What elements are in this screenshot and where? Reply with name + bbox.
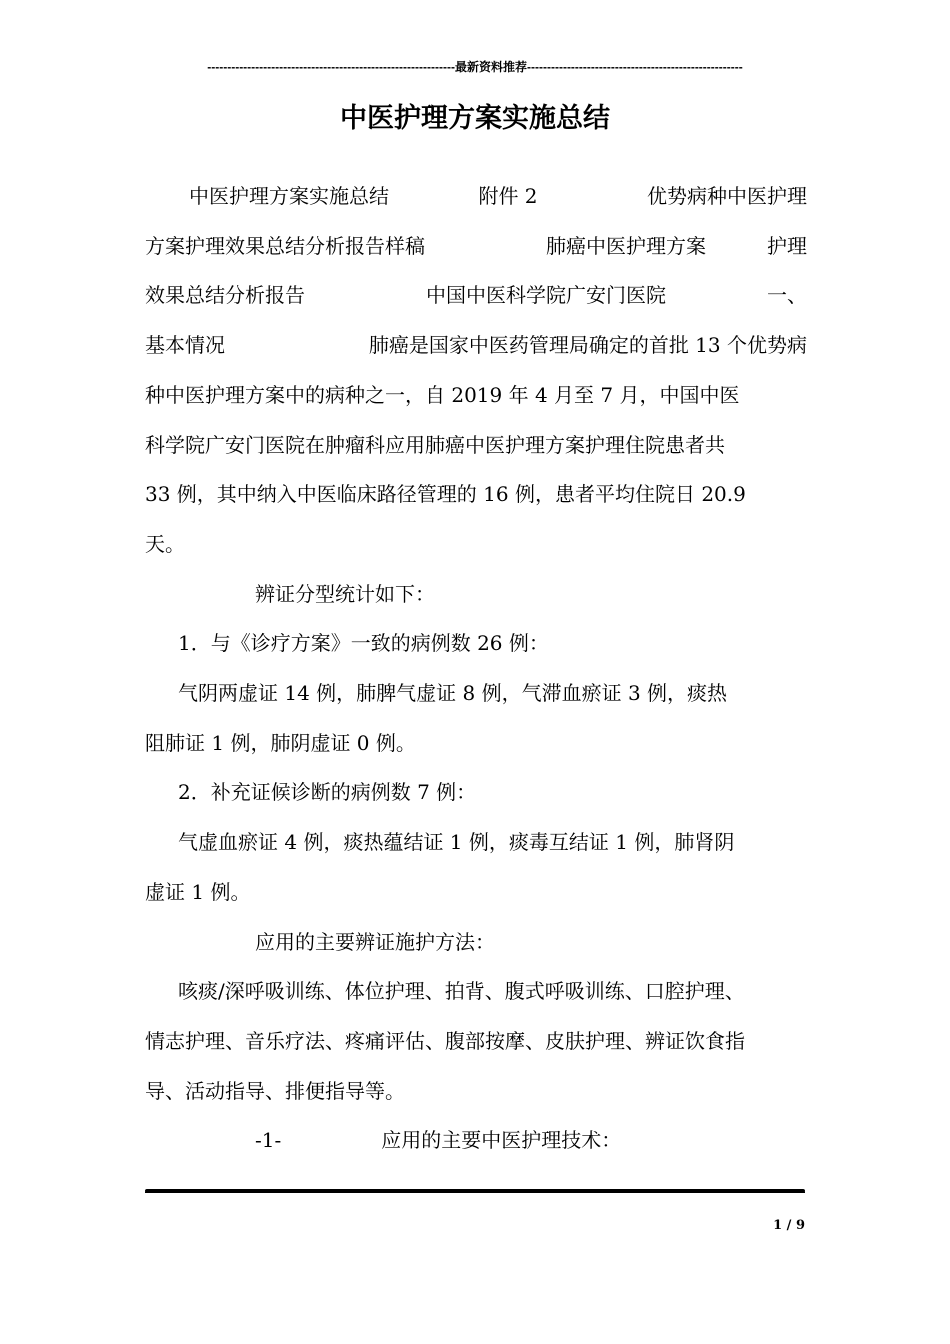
text-segment: 基本情况 [145,333,225,358]
text-segment: 中国中医科学院广安门医院 [426,283,666,308]
body-line: 33 例，其中纳入中医临床路径管理的 16 例，患者平均住院日 20.9 [145,482,746,507]
text-segment: 一、 [767,283,807,308]
footer-divider-thin [145,1192,805,1193]
body-line: 气阴两虚证 14 例，肺脾气虚证 8 例，气滞血瘀证 3 例，痰热 [178,681,728,706]
body-line [145,172,807,222]
page-number: 1 / 9 [773,1218,805,1233]
page-marker: -1- [255,1128,282,1153]
body-line: 气虚血瘀证 4 例，痰热蕴结证 1 例，痰毒互结证 1 例，肺肾阴 [178,830,735,855]
body-line: 咳痰/深呼吸训练、体位护理、拍背、腹式呼吸训练、口腔护理、 [178,979,745,1004]
text-segment: 肺癌是国家中医药管理局确定的首批 13 个优势病 [368,333,807,358]
body-line [145,271,807,321]
text-segment: 肺癌中医护理方案 [546,233,706,258]
header-banner: --------------------------------------------------------------最新资料推荐------------------------------------------------------ [207,60,743,74]
body-line: 辨证分型统计如下： [255,581,435,606]
body-line: 科学院广安门医院在肿瘤科应用肺癌中医护理方案护理住院患者共 [145,432,725,457]
document-title: 中医护理方案实施总结 [340,103,610,134]
body-line [145,321,807,371]
body-line: 种中医护理方案中的病种之一，自 2019 年 4 月至 7 月，中国中医 [145,382,740,407]
text-segment: 应用的主要中医护理技术： [381,1128,622,1153]
body-line: 阻肺证 1 例，肺阴虚证 0 例。 [145,730,416,755]
body-line: 导、活动指导、排便指导等。 [145,1078,405,1103]
body-line [145,1116,807,1166]
text-segment: 方案护理效果总结分析报告样稿 [145,233,425,258]
body-line: 虚证 1 例。 [145,879,251,904]
body-line: 情志护理、音乐疗法、疼痛评估、腹部按摩、皮肤护理、辨证饮食指 [145,1028,745,1053]
body-line: 天。 [145,531,185,556]
text-segment: 效果总结分析报告 [145,283,305,308]
text-segment: 附件 2 [478,184,538,208]
text-segment: 护理 [767,233,807,258]
body-line: 2．补充证候诊断的病例数 7 例： [178,780,477,805]
document-body [145,172,807,1166]
body-line [145,222,807,272]
text-segment: 中医护理方案实施总结 [189,184,389,208]
body-line: 1．与《诊疗方案》一致的病例数 26 例： [178,631,549,656]
text-segment: 优势病种中医护理 [647,184,807,208]
body-line: 应用的主要辨证施护方法： [255,929,495,954]
